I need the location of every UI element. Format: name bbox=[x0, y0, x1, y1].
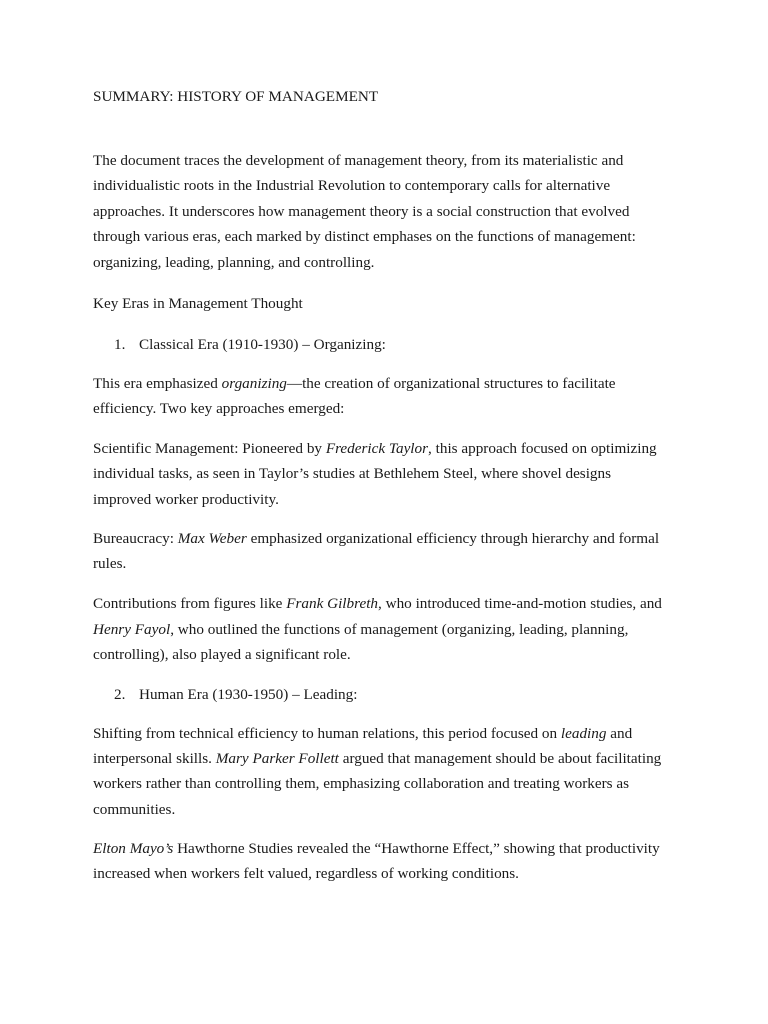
text-run: Scientific Management: Pioneered by bbox=[93, 440, 326, 457]
paragraph-line bbox=[93, 836, 660, 862]
text-run: , who introduced time-and-motion studies, and bbox=[378, 595, 662, 612]
list-number: 1. bbox=[114, 336, 126, 353]
text-run: , who outlined the functions of management (organizing, leading, planning, bbox=[170, 621, 629, 638]
list-number: 2. bbox=[114, 686, 126, 703]
emphasis-text: Elton Mayo’s bbox=[93, 840, 174, 857]
era-title: Classical Era (1910-1930) – Organizing: bbox=[139, 336, 386, 353]
paragraph-line bbox=[93, 591, 662, 617]
intro-line: The document traces the development of management theory, from its materialistic and bbox=[93, 152, 624, 169]
intro-line: through various eras, each marked by distinct emphases on the functions of management: bbox=[93, 228, 636, 245]
paragraph-line: efficiency. Two key approaches emerged: bbox=[93, 400, 345, 417]
paragraph-line bbox=[93, 746, 661, 772]
paragraph-line: communities. bbox=[93, 801, 176, 818]
emphasis-text: Max Weber bbox=[177, 530, 247, 547]
intro-line: individualistic roots in the Industrial Revolution to contemporary calls for alternative bbox=[93, 177, 611, 194]
document-title: SUMMARY: HISTORY OF MANAGEMENT bbox=[93, 88, 379, 105]
paragraph-line: workers rather than controlling them, emphasizing collaboration and treating workers as bbox=[93, 775, 630, 792]
paragraph-line: increased when workers felt valued, regardless of working conditions. bbox=[93, 865, 519, 882]
paragraph-line: controlling), also played a significant role. bbox=[93, 646, 351, 663]
text-run: Hawthorne Studies revealed the “Hawthorne Effect,” showing that productivity bbox=[173, 840, 660, 857]
paragraph-line bbox=[93, 617, 628, 643]
paragraph-line bbox=[93, 721, 632, 747]
text-run: interpersonal skills. bbox=[93, 750, 216, 767]
intro-line: approaches. It underscores how management theory is a social construction that evolved bbox=[93, 203, 630, 220]
emphasis-text: Henry Fayol bbox=[93, 621, 171, 638]
section-heading: Key Eras in Management Thought bbox=[93, 295, 303, 312]
text-run: Contributions from figures like bbox=[93, 595, 287, 612]
paragraph-line bbox=[93, 371, 616, 397]
text-run: Bureaucracy: bbox=[93, 530, 178, 547]
paragraph-line bbox=[93, 526, 659, 552]
emphasis-text: Frederick Taylor bbox=[325, 440, 429, 457]
text-run: —the creation of organizational structures to facilitate bbox=[286, 375, 616, 392]
text-run: argued that management should be about facilitating bbox=[338, 750, 662, 767]
text-run: and bbox=[606, 725, 633, 742]
paragraph-line: rules. bbox=[93, 555, 127, 572]
emphasis-text: leading bbox=[560, 725, 607, 742]
text-run: emphasized organizational efficiency through hierarchy and formal bbox=[246, 530, 660, 547]
paragraph-line: improved worker productivity. bbox=[93, 491, 279, 508]
intro-line: organizing, leading, planning, and controlling. bbox=[93, 254, 375, 271]
emphasis-text: Mary Parker Follett bbox=[215, 750, 339, 767]
era-title: Human Era (1930-1950) – Leading: bbox=[139, 686, 358, 703]
emphasis-text: organizing bbox=[221, 375, 287, 392]
text-run: , this approach focused on optimizing bbox=[428, 440, 657, 457]
text-run: Shifting from technical efficiency to human relations, this period focused on bbox=[93, 725, 561, 742]
paragraph-line: individual tasks, as seen in Taylor’s studies at Bethlehem Steel, where shovel designs bbox=[93, 465, 612, 482]
paragraph-line bbox=[93, 436, 657, 462]
emphasis-text: Frank Gilbreth bbox=[286, 595, 379, 612]
text-run: This era emphasized bbox=[93, 375, 222, 392]
